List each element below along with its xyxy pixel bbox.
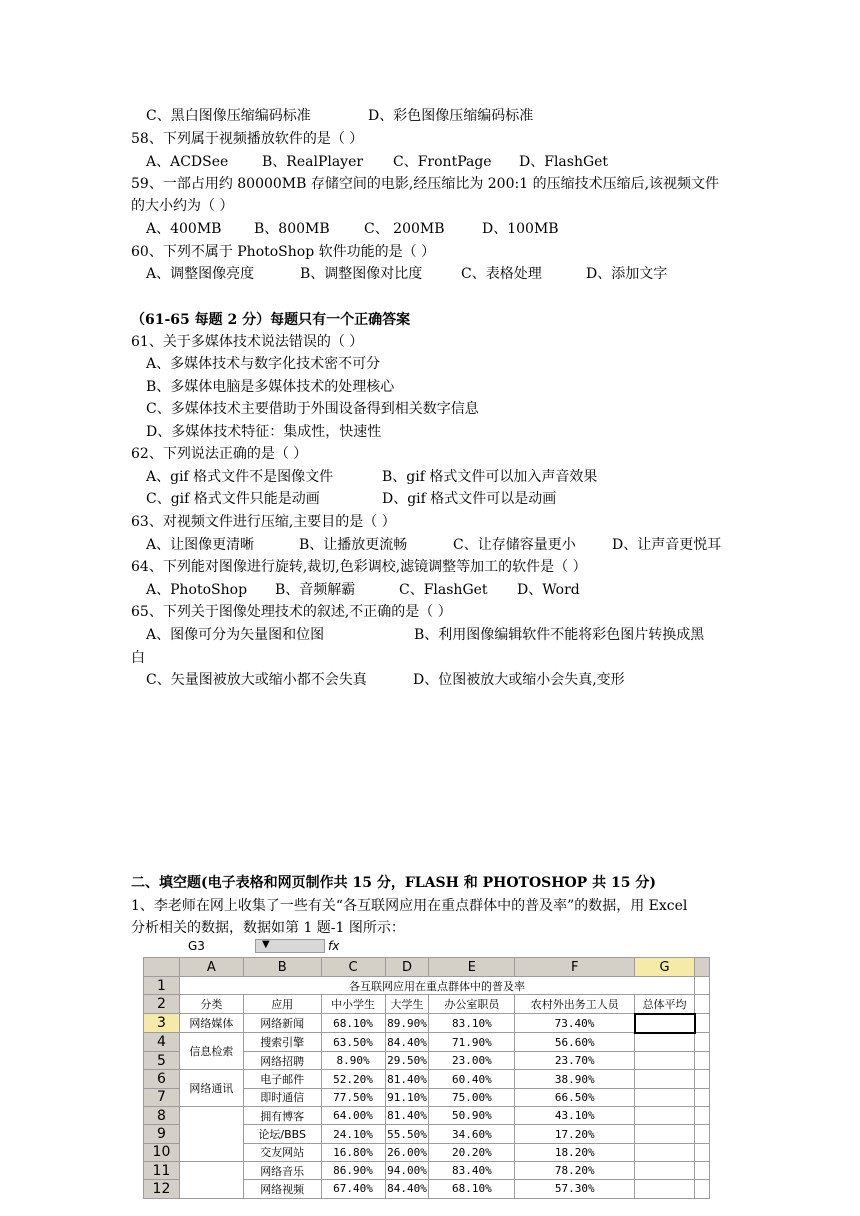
cell[interactable]: [635, 1143, 695, 1161]
value-cell[interactable]: 83.10%: [429, 1014, 515, 1033]
header-cell[interactable]: 应用: [243, 995, 321, 1014]
cell[interactable]: [695, 1143, 710, 1161]
app-cell[interactable]: 搜索引擎: [243, 1033, 321, 1052]
cell[interactable]: [635, 1180, 695, 1198]
option-a: A、PhotoShop: [146, 582, 248, 598]
option-a: A、多媒体技术与数字化技术密不可分: [146, 356, 381, 372]
question-63: 63、对视频文件进行压缩,主要目的是（ ）: [131, 514, 396, 530]
value-cell[interactable]: 94.00%: [385, 1161, 429, 1179]
col-header-b[interactable]: B: [243, 958, 321, 977]
cell[interactable]: [695, 1052, 710, 1070]
option-c: C、表格处理: [461, 266, 542, 282]
cell[interactable]: [695, 1107, 710, 1125]
value-cell[interactable]: 63.50%: [321, 1033, 385, 1052]
header-cell[interactable]: 分类: [179, 995, 243, 1014]
table-row: [144, 1107, 710, 1125]
option-c: C、FlashGet: [399, 582, 488, 598]
cell[interactable]: [695, 977, 710, 995]
part-two-heading: 二、填空题(电子表格和网页制作共 15 分，FLASH 和 PHOTOSHOP 共 15 分): [131, 875, 656, 891]
value-cell[interactable]: 81.40%: [385, 1070, 429, 1088]
table-row: [144, 1033, 710, 1052]
col-header-e[interactable]: E: [429, 958, 515, 977]
value-cell[interactable]: 78.20%: [515, 1161, 635, 1179]
option-d: D、让声音更悦耳: [612, 537, 722, 553]
question-59-cont: 的大小约为（ ）: [131, 198, 234, 214]
question-61: 61、关于多媒体技术说法错误的（ ）: [131, 334, 364, 350]
row-header[interactable]: 6: [144, 1070, 180, 1088]
question-58: 58、下列属于视频播放软件的是（ ）: [131, 131, 364, 147]
option-b: B、800MB: [254, 221, 330, 237]
col-header-a[interactable]: A: [179, 958, 243, 977]
header-cell[interactable]: 大学生: [385, 995, 429, 1014]
value-cell[interactable]: 23.70%: [515, 1052, 635, 1070]
app-cell[interactable]: 网络新闻: [243, 1014, 321, 1033]
value-cell[interactable]: 17.20%: [515, 1125, 635, 1143]
row-header[interactable]: 8: [144, 1107, 180, 1125]
table-row: [144, 1161, 710, 1179]
option-d: D、彩色图像压缩编码标准: [368, 108, 534, 124]
row-header[interactable]: 12: [144, 1180, 180, 1198]
question-65: 65、下列关于图像处理技术的叙述,不正确的是（ ）: [131, 604, 452, 620]
table-row: [144, 1070, 710, 1088]
cell[interactable]: [695, 995, 710, 1014]
col-header-f[interactable]: F: [515, 958, 635, 977]
option-a: A、调整图像亮度: [146, 266, 255, 282]
spreadsheet: [143, 937, 710, 1216]
app-cell[interactable]: 网络音乐: [243, 1161, 321, 1179]
name-box[interactable]: [143, 937, 321, 955]
cell[interactable]: [635, 1161, 695, 1179]
active-cell-g3[interactable]: [635, 1014, 695, 1033]
col-header-extra[interactable]: [695, 958, 710, 977]
option-c: C、 200MB: [364, 221, 445, 237]
question-59: 59、一部占用约 80000MB 存储空间的电影,经压缩比为 200:1 的压缩技术压缩后,该视频文件: [131, 176, 720, 192]
value-cell[interactable]: 81.40%: [385, 1107, 429, 1125]
option-c: C、gif 格式文件只能是动画: [146, 491, 320, 507]
value-cell[interactable]: 50.90%: [429, 1107, 515, 1125]
app-cell[interactable]: 交友网站: [243, 1143, 321, 1161]
value-cell[interactable]: 91.10%: [385, 1088, 429, 1106]
app-cell[interactable]: 拥有博客: [243, 1107, 321, 1125]
value-cell[interactable]: 77.50%: [321, 1088, 385, 1106]
cell[interactable]: [635, 1107, 695, 1125]
value-cell[interactable]: 57.30%: [515, 1180, 635, 1198]
option-b: B、利用图像编辑软件不能将彩色图片转换成黑: [414, 627, 705, 643]
app-cell[interactable]: 论坛/BBS: [243, 1125, 321, 1143]
value-cell[interactable]: 89.90%: [385, 1014, 429, 1033]
name-box-dropdown[interactable]: [255, 939, 325, 953]
cell[interactable]: [695, 1161, 710, 1179]
problem-1: 1、李老师在网上收集了一些有关“各互联网应用在重点群体中的普及率”的数据，用 Excel: [131, 898, 688, 914]
option-d: D、gif 格式文件可以是动画: [382, 491, 557, 507]
value-cell[interactable]: 26.00%: [385, 1143, 429, 1161]
value-cell[interactable]: 34.60%: [429, 1125, 515, 1143]
name-box-value: G3: [188, 939, 205, 953]
category-cell[interactable]: 网络通讯: [179, 1070, 243, 1107]
row-header[interactable]: 9: [144, 1125, 180, 1143]
value-cell[interactable]: 16.80%: [321, 1143, 385, 1161]
option-d: D、位图被放大或缩小会失真,变形: [413, 672, 625, 688]
option-b: B、RealPlayer: [262, 154, 364, 170]
value-cell[interactable]: 20.20%: [429, 1143, 515, 1161]
category-cell[interactable]: [179, 1107, 243, 1162]
cell[interactable]: [635, 1070, 695, 1088]
value-cell[interactable]: 84.40%: [385, 1180, 429, 1198]
value-cell[interactable]: 68.10%: [429, 1180, 515, 1198]
value-cell[interactable]: 83.40%: [429, 1161, 515, 1179]
header-cell[interactable]: 中小学生: [321, 995, 385, 1014]
row-header[interactable]: 4: [144, 1033, 180, 1052]
cell[interactable]: [695, 1033, 710, 1052]
cell[interactable]: [695, 1125, 710, 1143]
col-header-g[interactable]: G: [635, 958, 695, 977]
value-cell[interactable]: 43.10%: [515, 1107, 635, 1125]
section-heading: （61-65 每题 2 分）每题只有一个正确答案: [131, 312, 411, 328]
value-cell[interactable]: 73.40%: [515, 1014, 635, 1033]
question-64: 64、下列能对图像进行旋转,裁切,色彩调校,滤镜调整等加工的软件是（ ）: [131, 559, 587, 575]
cell[interactable]: [635, 1052, 695, 1070]
option-a: A、图像可分为矢量图和位图: [146, 627, 325, 643]
row-header[interactable]: 1: [144, 977, 180, 995]
value-cell[interactable]: 24.10%: [321, 1125, 385, 1143]
option-b-cont: 白: [131, 650, 145, 666]
sheet-title-cell[interactable]: 各互联网应用在重点群体中的普及率: [179, 977, 694, 995]
col-header-c[interactable]: C: [321, 958, 385, 977]
sheet-grid: [143, 957, 710, 1199]
option-c: C、多媒体技术主要借助于外围设备得到相关数字信息: [146, 401, 479, 417]
option-b: B、gif 格式文件可以加入声音效果: [382, 469, 598, 485]
option-d: D、添加文字: [586, 266, 668, 282]
option-c: C、让存储容量更小: [453, 537, 576, 553]
value-cell[interactable]: 23.00%: [429, 1052, 515, 1070]
col-header-d[interactable]: D: [385, 958, 429, 977]
cell[interactable]: [695, 1070, 710, 1088]
cell[interactable]: [635, 1033, 695, 1052]
cell[interactable]: [635, 1125, 695, 1143]
option-a: A、ACDSee: [146, 154, 229, 170]
option-b: B、让播放更流畅: [299, 537, 408, 553]
fx-icon[interactable]: fx: [328, 939, 340, 953]
value-cell[interactable]: 38.90%: [515, 1070, 635, 1088]
row-header[interactable]: 5: [144, 1052, 180, 1070]
app-cell[interactable]: 即时通信: [243, 1088, 321, 1106]
value-cell[interactable]: 56.60%: [515, 1033, 635, 1052]
option-c: C、矢量图被放大或缩小都不会失真: [146, 672, 367, 688]
category-cell[interactable]: 信息检索: [179, 1033, 243, 1070]
option-b: B、调整图像对比度: [300, 266, 423, 282]
value-cell[interactable]: 75.00%: [429, 1088, 515, 1106]
problem-1-cont: 分析相关的数据，数据如第 1 题-1 图所示：: [131, 920, 405, 936]
value-cell[interactable]: 84.40%: [385, 1033, 429, 1052]
category-cell[interactable]: [179, 1161, 243, 1198]
header-cell[interactable]: 总体平均: [635, 995, 695, 1014]
value-cell[interactable]: 71.90%: [429, 1033, 515, 1052]
corner-cell[interactable]: [144, 958, 180, 977]
header-cell[interactable]: 农村外出务工人员: [515, 995, 635, 1014]
row-header[interactable]: 7: [144, 1088, 180, 1106]
header-cell[interactable]: 办公室职员: [429, 995, 515, 1014]
option-a: A、400MB: [146, 221, 222, 237]
option-b: B、多媒体电脑是多媒体技术的处理核心: [146, 379, 395, 395]
row-header[interactable]: 3: [144, 1014, 180, 1033]
row-header[interactable]: 2: [144, 995, 180, 1014]
value-cell[interactable]: 64.00%: [321, 1107, 385, 1125]
app-cell[interactable]: 电子邮件: [243, 1070, 321, 1088]
row-header[interactable]: 10: [144, 1143, 180, 1161]
value-cell[interactable]: 52.20%: [321, 1070, 385, 1088]
app-cell[interactable]: 网络视频: [243, 1180, 321, 1198]
value-cell[interactable]: 8.90%: [321, 1052, 385, 1070]
option-b: B、音频解霸: [275, 582, 356, 598]
chevron-down-icon: ▼: [262, 939, 270, 950]
value-cell[interactable]: 86.90%: [321, 1161, 385, 1179]
value-cell[interactable]: 68.10%: [321, 1014, 385, 1033]
value-cell[interactable]: 18.20%: [515, 1143, 635, 1161]
table-row: [144, 1014, 710, 1033]
row-header[interactable]: 11: [144, 1161, 180, 1179]
value-cell[interactable]: 55.50%: [385, 1125, 429, 1143]
cell[interactable]: [695, 1088, 710, 1106]
cell[interactable]: [695, 1180, 710, 1198]
app-cell[interactable]: 网络招聘: [243, 1052, 321, 1070]
option-c: C、FrontPage: [393, 154, 492, 170]
value-cell[interactable]: 29.50%: [385, 1052, 429, 1070]
value-cell[interactable]: 66.50%: [515, 1088, 635, 1106]
option-a: A、gif 格式文件不是图像文件: [146, 469, 334, 485]
cell[interactable]: [695, 1014, 710, 1033]
option-a: A、让图像更清晰: [146, 537, 255, 553]
question-62: 62、下列说法正确的是（ ）: [131, 446, 308, 462]
value-cell[interactable]: 67.40%: [321, 1180, 385, 1198]
option-d: D、Word: [517, 582, 580, 598]
option-d: D、多媒体技术特征：集成性，快速性: [146, 424, 382, 440]
cell[interactable]: [635, 1088, 695, 1106]
question-60: 60、下列不属于 PhotoShop 软件功能的是（ ）: [131, 244, 436, 260]
option-c: C、黑白图像压缩编码标准: [146, 108, 311, 124]
category-cell[interactable]: 网络媒体: [179, 1014, 243, 1033]
value-cell[interactable]: 60.40%: [429, 1070, 515, 1088]
option-d: D、FlashGet: [519, 154, 609, 170]
option-d: D、100MB: [482, 221, 559, 237]
